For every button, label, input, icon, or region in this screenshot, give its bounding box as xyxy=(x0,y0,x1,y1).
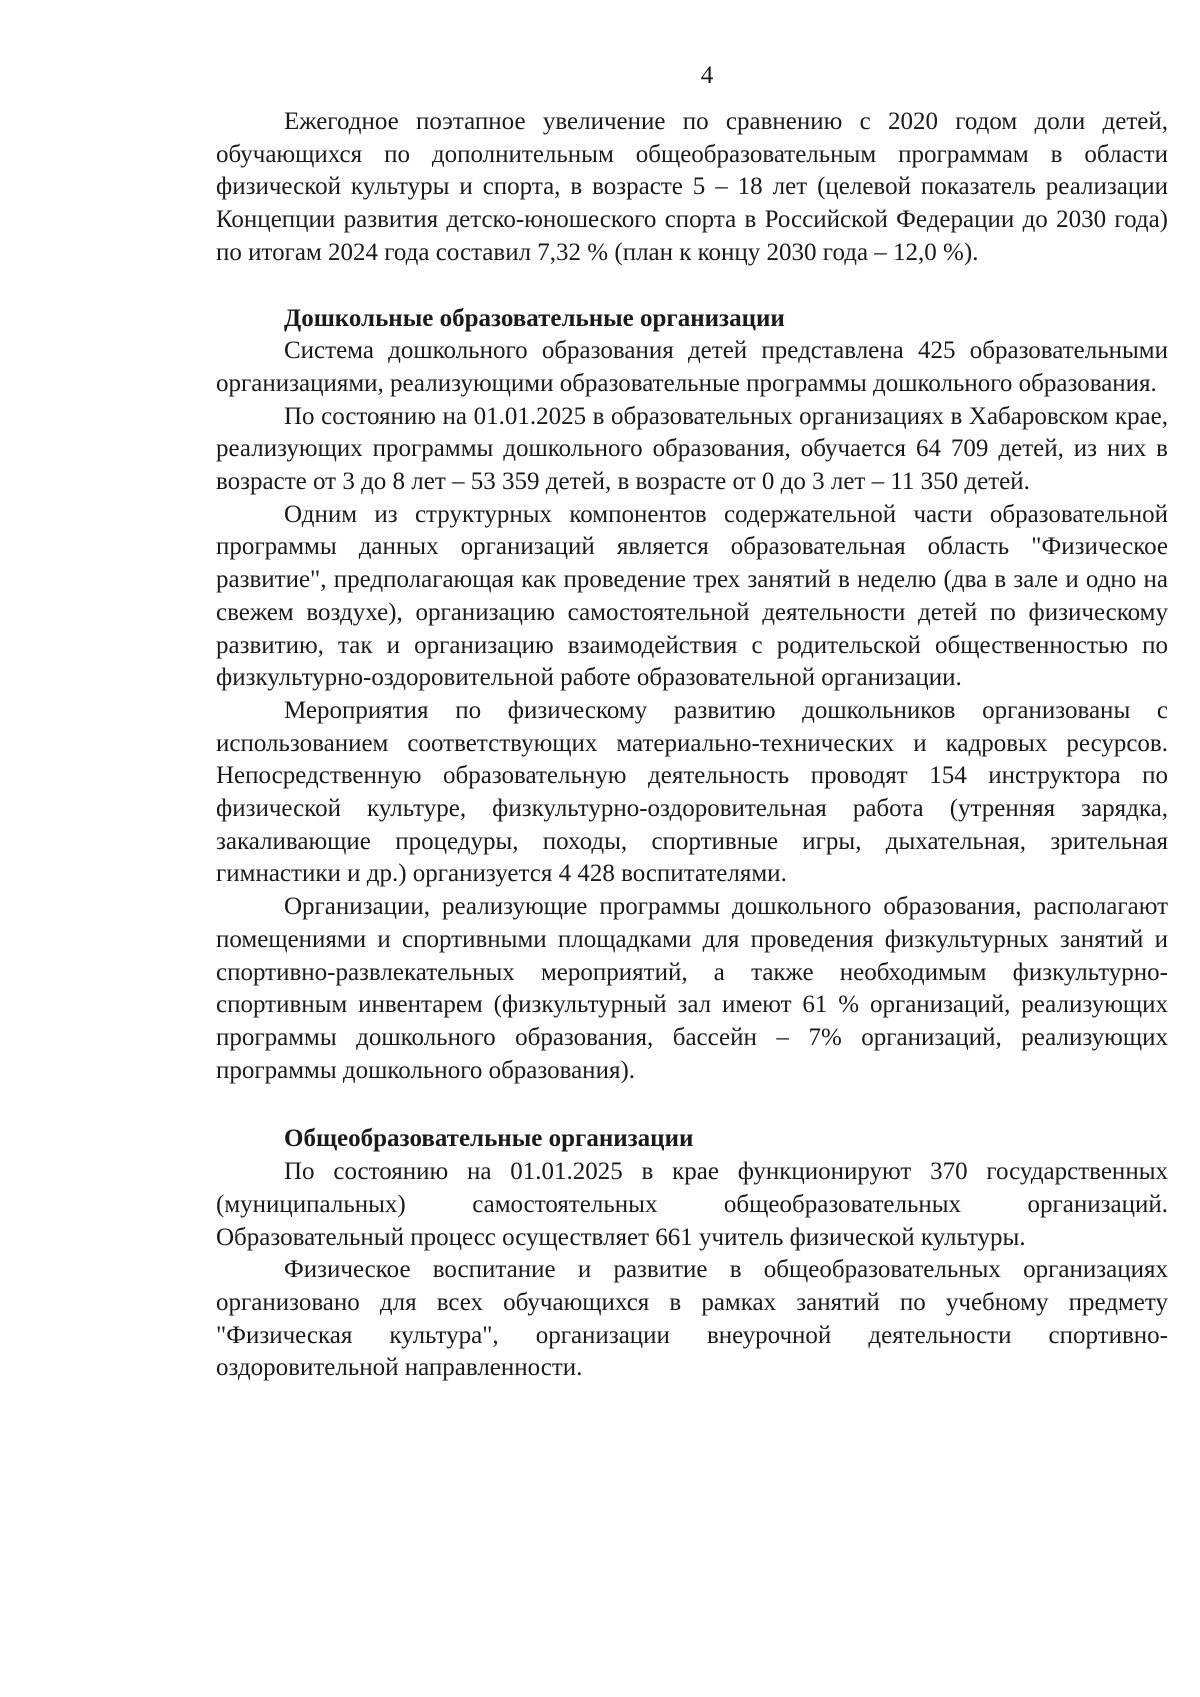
general-paragraph-1: По состоянию на 01.01.2025 в крае функционируют 370 государственных (муниципальных) самостоятельных общеобразовательных организаций. Образовательный процесс осуществляет 661 учитель физической культуры. xyxy=(216,1158,1168,1251)
page-number: 4 xyxy=(700,62,714,89)
intro-paragraph: Ежегодное поэтапное увеличение по сравнению с 2020 годом доли детей, обучающихся по дополнительным общеобразовательным программам в области физической культуры и спорта, в возрасте 5 – 18 лет (целевой показатель реализации Концепции развития детско-юношеского спорта в Российской Федерации до 2030 года) по итогам 2024 года составил 7,32 % (план к концу 2030 года – 12,0 %). xyxy=(216,108,1168,266)
preschool-paragraph-1: Система дошкольного образования детей представлена 425 образовательными организациями, реализующими образовательные программы дошкольного образования. xyxy=(216,337,1168,397)
section-spacer xyxy=(216,270,1168,303)
general-paragraph-2: Физическое воспитание и развитие в общеобразовательных организациях организовано для всех обучающихся в рамках занятий по учебному предмету "Физическая культура", организации внеурочной деятельности спортивно-оздоровительной направленности. xyxy=(216,1256,1168,1382)
preschool-paragraph-4: Мероприятия по физическому развитию дошкольников организованы с использованием соответствующих материально-технических и кадровых ресурсов. Непосредственную образовательную деятельность проводят 154 инструктора по физической культуре, физкультурно-оздоровительная работа (утренняя зарядка, закаливающие процедуры, походы, спортивные игры, дыхательная, зрительная гимнастики и др.) организуется 4 428 воспитателями. xyxy=(216,696,1168,888)
section-heading-preschool: Дошкольные образовательные организации xyxy=(284,304,785,332)
section-heading-general: Общеобразовательные организации xyxy=(284,1125,694,1153)
section-spacer xyxy=(216,1087,1168,1123)
preschool-paragraph-3: Одним из структурных компонентов содержательной части образовательной программы данных организаций является образовательная область "Физическое развитие", предполагающая как проведение трех занятий в неделю (два в зале и одно на свежем воздухе), организацию самостоятельной деятельности детей по физическому развитию, так и организацию взаимодействия с родительской общественностью по физкультурно-оздоровительной работе образовательной организации. xyxy=(216,500,1168,692)
preschool-paragraph-2: По состоянию на 01.01.2025 в образовательных организациях в Хабаровском крае, реализующих программы дошкольного образования, обучается 64 709 детей, из них в возрасте от 3 до 8 лет – 53 359 детей, в возрасте от 0 до 3 лет – 11 350 детей. xyxy=(216,402,1168,496)
preschool-paragraph-5: Организации, реализующие программы дошкольного образования, располагают помещениями и спортивными площадками для проведения физкультурных занятий и спортивно-развлекательных мероприятий, а также необходимым физкультурно-спортивным инвентарем (физкультурный зал имеют 61 % организаций, реализующих программы дошкольного образования, бассейн – 7% организаций, реализующих программы дошкольного образования). xyxy=(216,893,1168,1084)
document-page xyxy=(216,60,1168,1385)
